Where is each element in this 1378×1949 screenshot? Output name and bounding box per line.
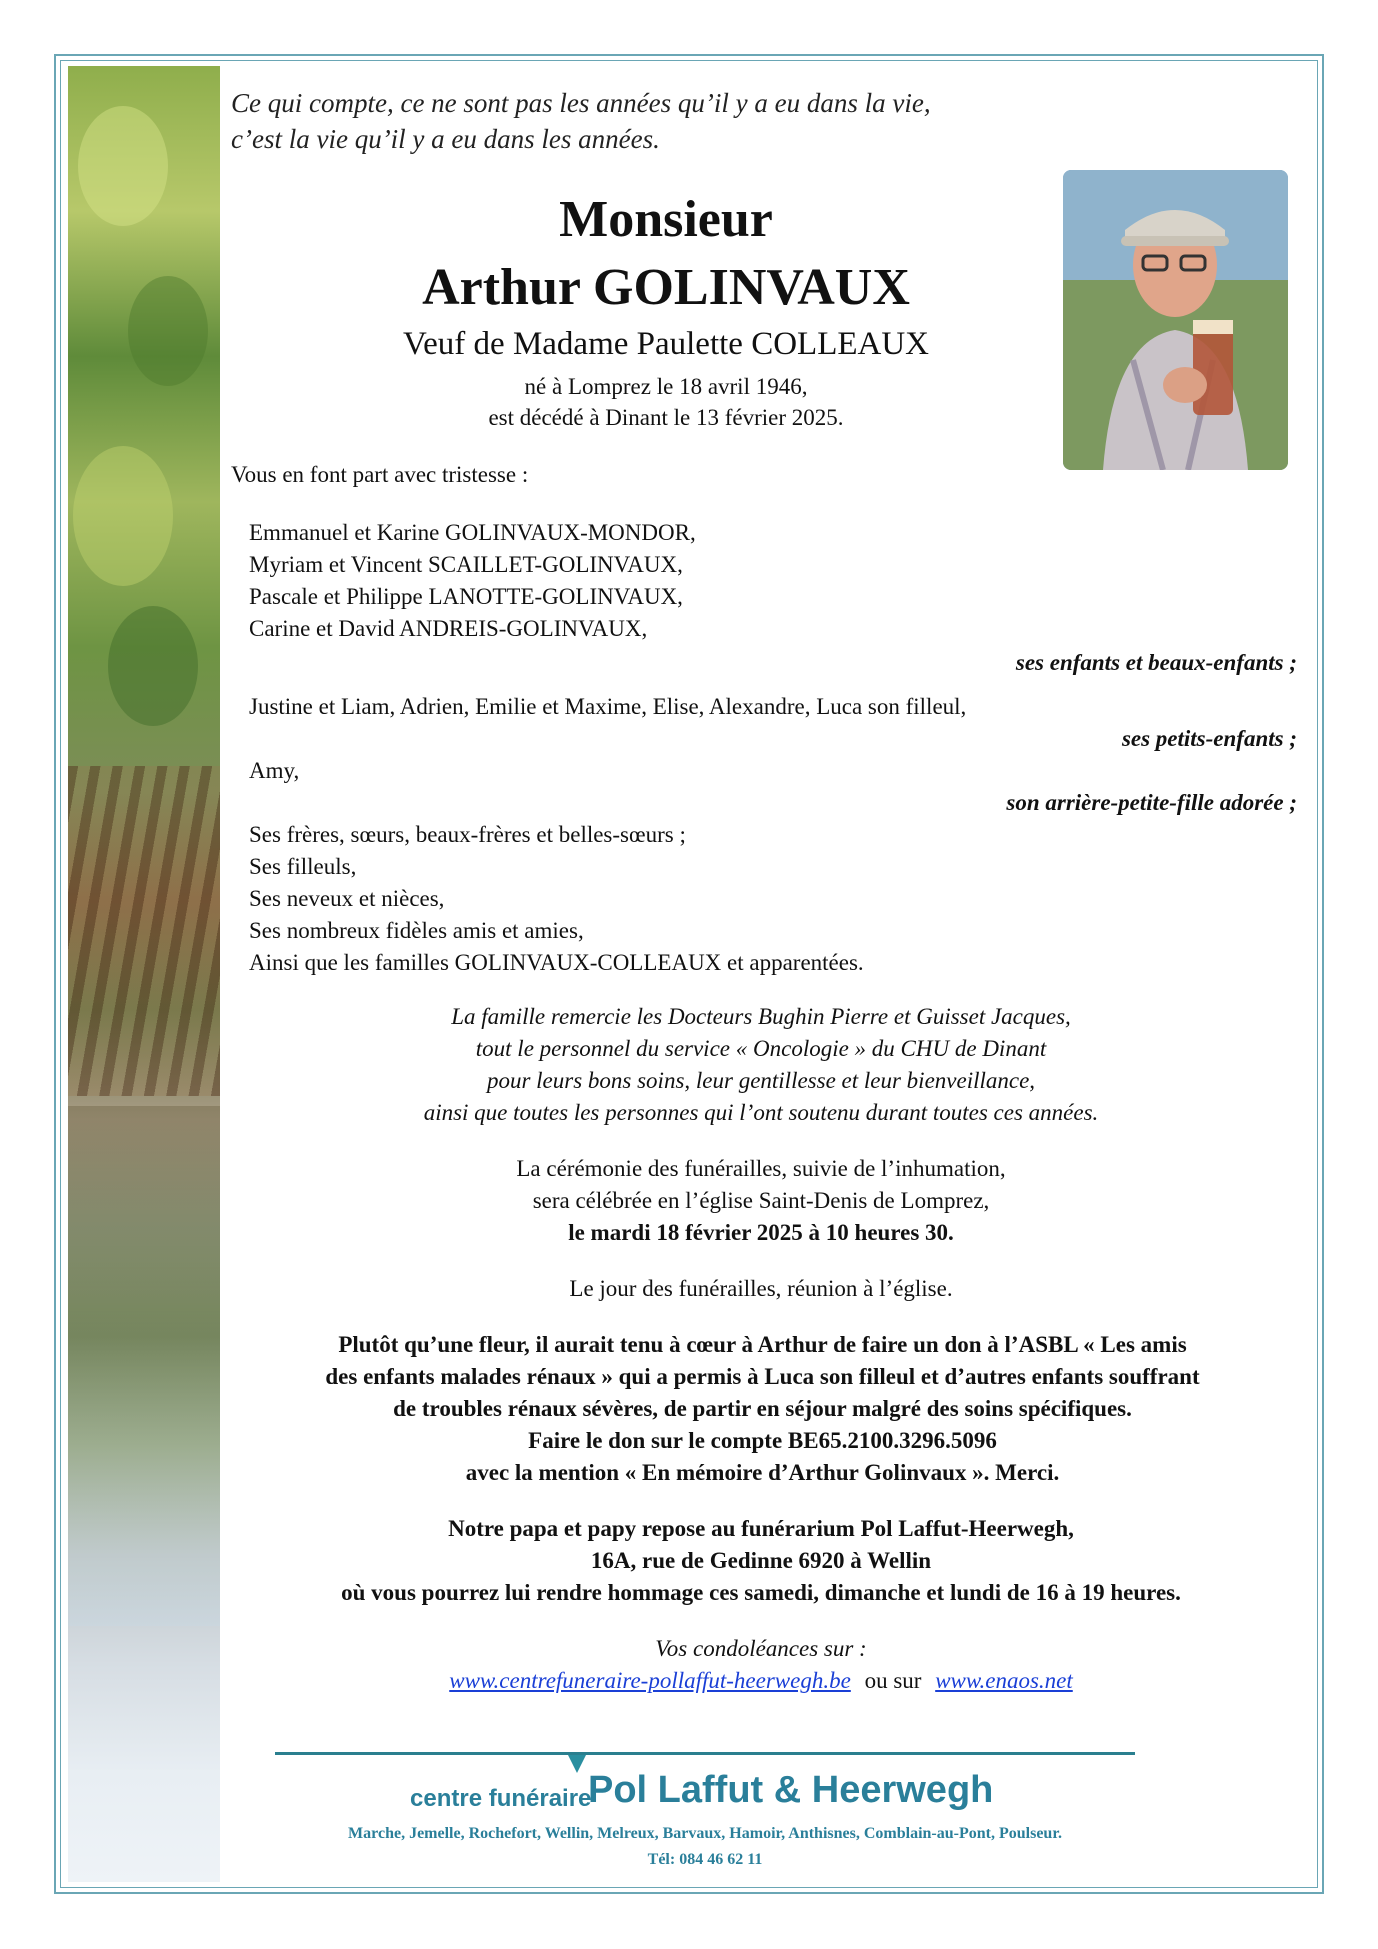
condolences-label: Vos condoléances sur :	[655, 1636, 867, 1661]
thanks-line-4: ainsi que toutes les personnes qui l’ont soutenu durant toutes ces années.	[423, 1100, 1099, 1125]
ceremony-line-1: La cérémonie des funérailles, suivie de l’inhumation,	[516, 1156, 1006, 1181]
gathering-line: Le jour des funérailles, réunion à l’église.	[569, 1276, 953, 1301]
ceremony-datetime: le mardi 18 février 2025 à 10 heures 30.	[568, 1220, 954, 1245]
child-1: Emmanuel et Karine GOLINVAUX-MONDOR,	[249, 520, 696, 545]
intro-line: Vous en font part avec tristesse :	[231, 462, 529, 487]
child-2: Myriam et Vincent SCAILLET-GOLINVAUX,	[249, 552, 683, 577]
quote-line-2: c’est la vie qu’il y a eu dans les années.	[231, 124, 660, 154]
side-nature-photo	[68, 66, 220, 1882]
water-reflection	[68, 1106, 220, 1626]
donation-line-2: des enfants malades rénaux » qui a permis à Luca son filleul et d’autres enfants souffrant	[325, 1364, 1200, 1389]
others-line-4: Ses nombreux fidèles amis et amies,	[249, 918, 584, 943]
others-line-5: Ainsi que les familles GOLINVAUX-COLLEAUX et apparentées.	[249, 950, 864, 975]
child-4: Carine et David ANDREIS-GOLINVAUX,	[249, 616, 648, 641]
footer-cities: Marche, Jemelle, Rochefort, Wellin, Melreux, Barvaux, Hamoir, Anthisnes, Comblain-au-Pont, Poulseur.	[348, 1825, 1062, 1842]
donation-mention: avec la mention « En mémoire d’Arthur Golinvaux ». Merci.	[465, 1460, 1060, 1485]
children-label: ses enfants et beaux-enfants ;	[1015, 650, 1297, 675]
others-line-1: Ses frères, sœurs, beaux-frères et belles-sœurs ;	[249, 822, 686, 847]
rest-line-1: Notre papa et papy repose au funérarium Pol Laffut-Heerwegh,	[448, 1516, 1074, 1541]
footer-telephone: Tél: 084 46 62 11	[647, 1851, 763, 1868]
footer-brand-name: Pol Laffut & Heerwegh	[588, 1769, 994, 1811]
footer-brand-prefix: centre funéraire	[410, 1785, 592, 1812]
condolences-links	[231, 1668, 1291, 1694]
grandchildren-line: Justine et Liam, Adrien, Emilie et Maxime, Elise, Alexandre, Luca son filleul,	[249, 694, 967, 719]
footer-triangle-marker	[568, 1755, 586, 1773]
bridge-shape	[68, 766, 220, 1096]
death-line: est décédé à Dinant le 13 février 2025.	[488, 405, 844, 430]
child-3: Pascale et Philippe LANOTTE-GOLINVAUX,	[249, 584, 683, 609]
others-line-2: Ses filleuls,	[249, 854, 357, 879]
thanks-line-2: tout le personnel du service « Oncologie » du CHU de Dinant	[475, 1036, 1047, 1061]
portrait-illustration	[1063, 170, 1288, 470]
great-grandchild-line: Amy,	[249, 758, 300, 783]
deceased-honorific: Monsieur	[559, 191, 773, 248]
thanks-line-1: La famille remercie les Docteurs Bughin Pierre et Guisset Jacques,	[451, 1004, 1071, 1029]
rest-line-3: où vous pourrez lui rendre hommage ces samedi, dimanche et lundi de 16 à 19 heures.	[341, 1580, 1181, 1605]
portrait-photo	[1063, 170, 1288, 470]
condolences-link-enaos[interactable]: www.enaos.net	[935, 1668, 1073, 1693]
condolences-link-funeral-center[interactable]: www.centrefuneraire-pollaffut-heerwegh.be	[449, 1668, 851, 1693]
spouse-line: Veuf de Madame Paulette COLLEAUX	[402, 326, 930, 362]
thanks-line-3: pour leurs bons soins, leur gentillesse et leur bienveillance,	[486, 1068, 1036, 1093]
great-grandchild-label: son arrière-petite-fille adorée ;	[1006, 790, 1297, 815]
donation-account: Faire le don sur le compte BE65.2100.3296.5096	[528, 1428, 997, 1453]
deceased-name: Arthur GOLINVAUX	[422, 259, 910, 316]
rest-line-2: 16A, rue de Gedinne 6920 à Wellin	[590, 1548, 932, 1573]
ceremony-line-2: sera célébrée en l’église Saint-Denis de Lomprez,	[532, 1188, 990, 1213]
donation-line-3: de troubles rénaux sévères, de partir en séjour malgré des soins spécifiques.	[393, 1396, 1132, 1421]
footer-divider	[275, 1752, 1135, 1755]
others-line-3: Ses neveux et nièces,	[249, 886, 445, 911]
donation-line-1: Plutôt qu’une fleur, il aurait tenu à cœur à Arthur de faire un don à l’ASBL « Les amis	[338, 1332, 1187, 1357]
grandchildren-label: ses petits-enfants ;	[1121, 726, 1297, 751]
quote-line-1: Ce qui compte, ce ne sont pas les années qu’il y a eu dans la vie,	[231, 88, 931, 118]
birth-line: né à Lomprez le 18 avril 1946,	[524, 374, 808, 399]
condolences-separator: ou sur	[864, 1668, 922, 1693]
